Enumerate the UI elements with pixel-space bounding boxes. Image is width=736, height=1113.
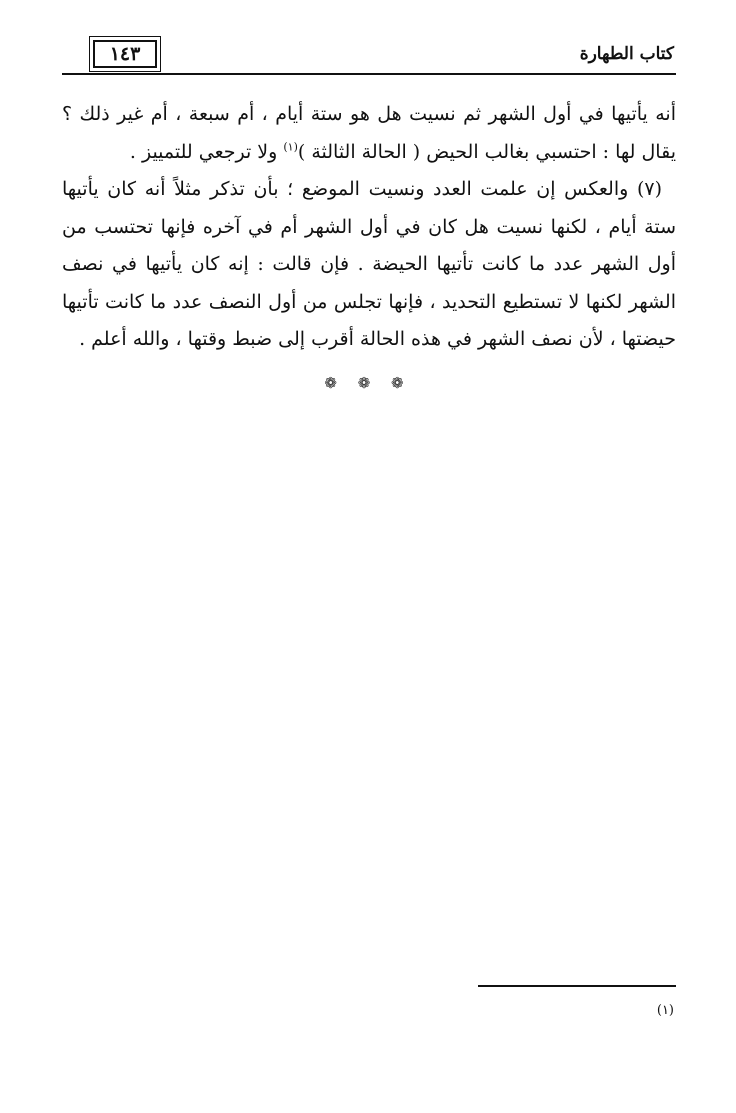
paragraph-1 bbox=[62, 96, 676, 171]
footnote-marker: (١) bbox=[656, 1003, 674, 1018]
chapter-title: كتاب الطهارة bbox=[579, 44, 674, 64]
page-number: ١٤٣ bbox=[109, 43, 141, 65]
paragraph-1-text-a: أنه يأتيها في أول الشهر ثم نسيت هل هو ستة أيام ، أم سبعة ، أم غير ذلك ؟ يقال لها : احتسبي بغالب الحيض ( الحالة الثالثة ) bbox=[62, 103, 676, 163]
header-divider bbox=[62, 73, 676, 75]
page-number-box bbox=[93, 40, 157, 68]
footnote-divider bbox=[478, 985, 676, 987]
paragraph-2: (٧) والعكس إن علمت العدد ونسيت الموضع ؛ بأن تذكر مثلاً أنه كان يأتيها ستة أيام ، لكنها نسيت هل كان في أول الشهر أم في آخره فإنها تحتسب من أول الشهر عدد ما كانت تأتيها الحيضة . فإن قالت : إنه كان يأتيها في نصف الشهر لكنها لا تستطيع التحديد ، فإنها تجلس من أول النصف عدد ما كانت تأتيها حيضتها ، لأن نصف الشهر في هذه الحالة أقرب إلى ضبط وقتها ، والله أعلم . bbox=[62, 178, 676, 350]
footnote-reference: (١) bbox=[283, 140, 298, 154]
paragraph-1-text-b: ولا ترجعي للتمييز . bbox=[129, 140, 284, 163]
main-text bbox=[62, 96, 676, 359]
section-separator: ❁ ❁ ❁ bbox=[324, 374, 412, 392]
